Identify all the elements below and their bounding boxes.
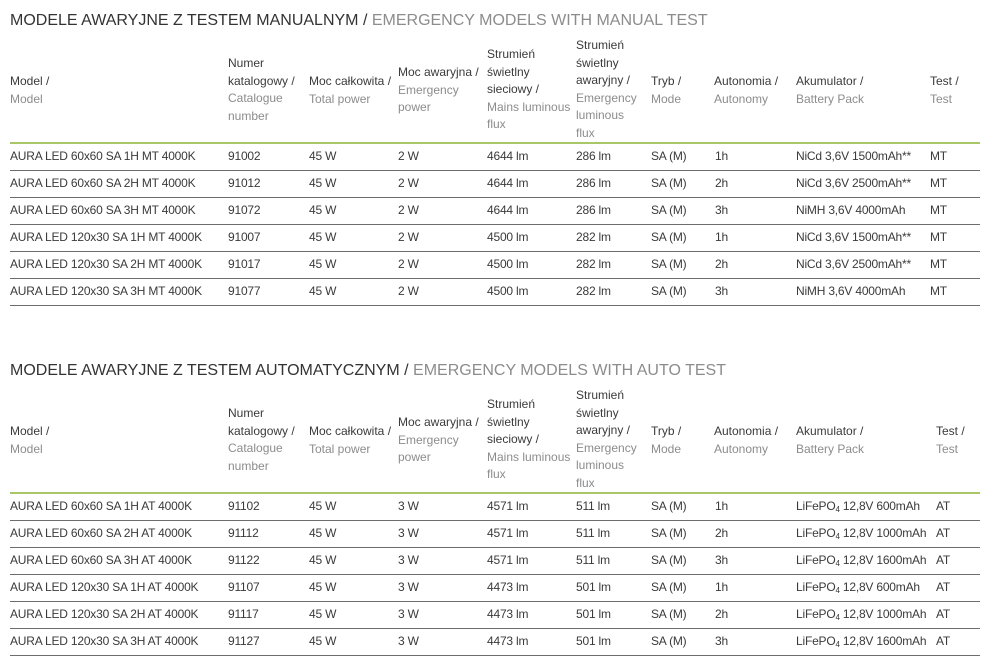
table-row (10, 575, 980, 602)
manual-test-section (10, 10, 980, 306)
table-body (10, 494, 980, 656)
cell-emergency-power: 3 W (398, 499, 419, 513)
section-title-pl: MODELE AWARYJNE Z TESTEM AUTOMATYCZNYM / (10, 362, 409, 379)
cell-emergency-flux: 511 lm (576, 553, 610, 567)
cell-catalogue: 91112 (228, 526, 259, 540)
cell-mains-flux: 4500 lm (487, 230, 529, 244)
cell-emergency-power: 2 W (398, 257, 419, 271)
cell-mains-flux: 4644 lm (487, 149, 529, 163)
cell-test: MT (930, 176, 947, 190)
cell-emergency-power: 2 W (398, 284, 419, 298)
header-mains-flux: Strumień świetlny sieciowy / Mains luminous flux (487, 397, 571, 481)
cell-mode: SA (M) (651, 580, 687, 594)
table-row (10, 602, 980, 629)
cell-battery: NiCd 3,6V 2500mAh** (796, 257, 911, 271)
cell-mode: SA (M) (651, 257, 687, 271)
cell-mode: SA (M) (651, 499, 687, 513)
header-emergency-flux: Strumień świetlny awaryjny / Emergency luminous flux (576, 388, 637, 490)
cell-total-power: 45 W (309, 284, 337, 298)
cell-total-power: 45 W (309, 257, 337, 271)
header-autonomy: Autonomia / Autonomy (714, 424, 779, 456)
cell-model: AURA LED 60x60 SA 2H MT 4000K (10, 176, 196, 190)
cell-emergency-power: 3 W (398, 526, 419, 540)
auto-test-section (10, 360, 980, 656)
table-row (10, 171, 980, 198)
table-header (10, 382, 980, 492)
cell-autonomy: 3h (715, 634, 728, 648)
cell-test: AT (936, 526, 951, 540)
cell-emergency-flux: 286 lm (576, 149, 611, 163)
cell-mode: SA (M) (651, 526, 687, 540)
cell-emergency-power: 3 W (398, 634, 419, 648)
header-test: Test / Test (936, 424, 965, 456)
cell-emergency-power: 2 W (398, 149, 419, 163)
cell-battery: NiCd 3,6V 1500mAh** (796, 230, 911, 244)
section-title (10, 360, 980, 382)
cell-emergency-power: 2 W (398, 176, 419, 190)
cell-catalogue: 91012 (228, 176, 261, 190)
table-row (10, 225, 980, 252)
cell-battery: LiFePO$_4$ 12,8V 600mAh (796, 580, 920, 595)
section-title-en: EMERGENCY MODELS WITH MANUAL TEST (367, 12, 708, 29)
cell-total-power: 45 W (309, 230, 337, 244)
cell-autonomy: 1h (715, 499, 728, 513)
cell-mains-flux: 4571 lm (487, 499, 529, 513)
header-battery: Akumulator / Battery Pack (796, 74, 865, 106)
cell-model: AURA LED 60x60 SA 3H AT 4000K (10, 553, 192, 567)
cell-emergency-power: 2 W (398, 230, 419, 244)
table-row (10, 548, 980, 575)
cell-autonomy: 3h (715, 553, 728, 567)
cell-catalogue: 91077 (228, 284, 261, 298)
cell-emergency-flux: 282 lm (576, 257, 611, 271)
cell-emergency-flux: 511 lm (576, 526, 610, 540)
header-battery: Akumulator / Battery Pack (796, 424, 865, 456)
cell-test: AT (936, 607, 951, 621)
cell-autonomy: 3h (715, 203, 728, 217)
cell-emergency-power: 2 W (398, 203, 419, 217)
cell-mains-flux: 4473 lm (487, 634, 529, 648)
cell-model: AURA LED 60x60 SA 1H AT 4000K (10, 499, 192, 513)
cell-mains-flux: 4571 lm (487, 526, 529, 540)
cell-model: AURA LED 120x30 SA 1H AT 4000K (10, 580, 199, 594)
cell-emergency-flux: 501 lm (576, 580, 611, 594)
cell-mode: SA (M) (651, 553, 687, 567)
section-title-pl: MODELE AWARYJNE Z TESTEM MANUALNYM / (10, 12, 368, 29)
cell-total-power: 45 W (309, 580, 337, 594)
cell-mode: SA (M) (651, 607, 687, 621)
header-emergency-power: Moc awaryjna / Emergency power (398, 415, 479, 464)
cell-total-power: 45 W (309, 634, 337, 648)
cell-emergency-flux: 501 lm (576, 607, 611, 621)
table-row (10, 521, 980, 548)
cell-mains-flux: 4644 lm (487, 176, 529, 190)
cell-emergency-flux: 282 lm (576, 230, 611, 244)
section-title-en: EMERGENCY MODELS WITH AUTO TEST (408, 362, 726, 379)
cell-total-power: 45 W (309, 526, 337, 540)
header-mains-flux: Strumień świetlny sieciowy / Mains luminous flux (487, 47, 571, 131)
cell-battery: NiMH 3,6V 4000mAh (796, 284, 906, 298)
cell-total-power: 45 W (309, 607, 337, 621)
table-row (10, 279, 980, 306)
cell-catalogue: 91102 (228, 499, 260, 513)
cell-total-power: 45 W (309, 499, 337, 513)
table-row (10, 144, 980, 171)
header-catalogue: Numer katalogowy / Catalogue number (228, 406, 295, 473)
cell-model: AURA LED 120x30 SA 3H AT 4000K (10, 634, 199, 648)
cell-total-power: 45 W (309, 553, 337, 567)
cell-emergency-flux: 511 lm (576, 499, 610, 513)
table-row (10, 629, 980, 656)
cell-mode: SA (M) (651, 203, 687, 217)
cell-model: AURA LED 60x60 SA 3H MT 4000K (10, 203, 196, 217)
cell-autonomy: 3h (715, 284, 728, 298)
cell-emergency-flux: 282 lm (576, 284, 611, 298)
cell-mode: SA (M) (651, 176, 687, 190)
cell-mains-flux: 4473 lm (487, 580, 529, 594)
cell-autonomy: 1h (715, 230, 728, 244)
cell-mains-flux: 4500 lm (487, 284, 529, 298)
cell-emergency-power: 3 W (398, 553, 419, 567)
header-model: Model / Model (10, 74, 50, 106)
cell-test: MT (930, 284, 947, 298)
header-model: Model / Model (10, 424, 50, 456)
cell-mode: SA (M) (651, 284, 687, 298)
table-row (10, 198, 980, 225)
cell-test: MT (930, 149, 947, 163)
cell-model: AURA LED 120x30 SA 1H MT 4000K (10, 230, 202, 244)
header-autonomy: Autonomia / Autonomy (714, 74, 779, 106)
cell-battery: NiMH 3,6V 4000mAh (796, 203, 906, 217)
header-emergency-power: Moc awaryjna / Emergency power (398, 65, 479, 114)
header-catalogue: Numer katalogowy / Catalogue number (228, 56, 295, 123)
cell-model: AURA LED 120x30 SA 2H AT 4000K (10, 607, 199, 621)
cell-model: AURA LED 60x60 SA 2H AT 4000K (10, 526, 192, 540)
cell-catalogue: 91117 (228, 607, 259, 621)
cell-catalogue: 91007 (228, 230, 261, 244)
cell-mains-flux: 4500 lm (487, 257, 529, 271)
cell-model: AURA LED 60x60 SA 1H MT 4000K (10, 149, 196, 163)
cell-catalogue: 91072 (228, 203, 261, 217)
cell-autonomy: 2h (715, 257, 728, 271)
table-row (10, 494, 980, 521)
cell-emergency-flux: 501 lm (576, 634, 611, 648)
cell-emergency-flux: 286 lm (576, 203, 611, 217)
cell-battery: LiFePO$_4$ 12,8V 600mAh (796, 499, 920, 514)
cell-emergency-power: 3 W (398, 607, 419, 621)
cell-autonomy: 2h (715, 176, 728, 190)
header-mode: Tryb / Mode (651, 74, 682, 106)
cell-test: MT (930, 203, 947, 217)
header-test: Test / Test (930, 74, 959, 106)
cell-catalogue: 91107 (228, 580, 260, 594)
cell-autonomy: 1h (715, 149, 728, 163)
header-emergency-flux: Strumień świetlny awaryjny / Emergency luminous flux (576, 38, 637, 140)
header-total-power: Moc całkowita / Total power (309, 74, 392, 106)
cell-emergency-power: 3 W (398, 580, 419, 594)
cell-catalogue: 91127 (228, 634, 260, 648)
cell-test: AT (936, 634, 951, 648)
cell-catalogue: 91122 (228, 553, 260, 567)
cell-model: AURA LED 120x30 SA 2H MT 4000K (10, 257, 202, 271)
cell-test: MT (930, 230, 947, 244)
cell-total-power: 45 W (309, 149, 337, 163)
cell-autonomy: 1h (715, 580, 728, 594)
cell-mode: SA (M) (651, 149, 687, 163)
cell-test: AT (936, 499, 951, 513)
cell-battery: LiFePO$_4$ 12,8V 1600mAh (796, 634, 927, 649)
cell-autonomy: 2h (715, 607, 728, 621)
cell-total-power: 45 W (309, 176, 337, 190)
cell-battery: LiFePO$_4$ 12,8V 1600mAh (796, 553, 927, 568)
cell-emergency-flux: 286 lm (576, 176, 611, 190)
cell-battery: LiFePO$_4$ 12,8V 1000mAh (796, 526, 927, 541)
cell-battery: LiFePO$_4$ 12,8V 1000mAh (796, 607, 927, 622)
cell-autonomy: 2h (715, 526, 728, 540)
table-body (10, 144, 980, 306)
cell-total-power: 45 W (309, 203, 337, 217)
cell-mode: SA (M) (651, 230, 687, 244)
cell-model: AURA LED 120x30 SA 3H MT 4000K (10, 284, 202, 298)
cell-mains-flux: 4644 lm (487, 203, 529, 217)
cell-mode: SA (M) (651, 634, 687, 648)
cell-catalogue: 91017 (228, 257, 261, 271)
cell-test: AT (936, 580, 951, 594)
cell-test: AT (936, 553, 951, 567)
cell-test: MT (930, 257, 947, 271)
cell-battery: NiCd 3,6V 2500mAh** (796, 176, 911, 190)
table-header (10, 32, 980, 142)
table-row (10, 252, 980, 279)
section-title (10, 10, 980, 32)
cell-catalogue: 91002 (228, 149, 261, 163)
cell-battery: NiCd 3,6V 1500mAh** (796, 149, 911, 163)
cell-mains-flux: 4571 lm (487, 553, 529, 567)
cell-mains-flux: 4473 lm (487, 607, 529, 621)
header-total-power: Moc całkowita / Total power (309, 424, 392, 456)
header-mode: Tryb / Mode (651, 424, 682, 456)
